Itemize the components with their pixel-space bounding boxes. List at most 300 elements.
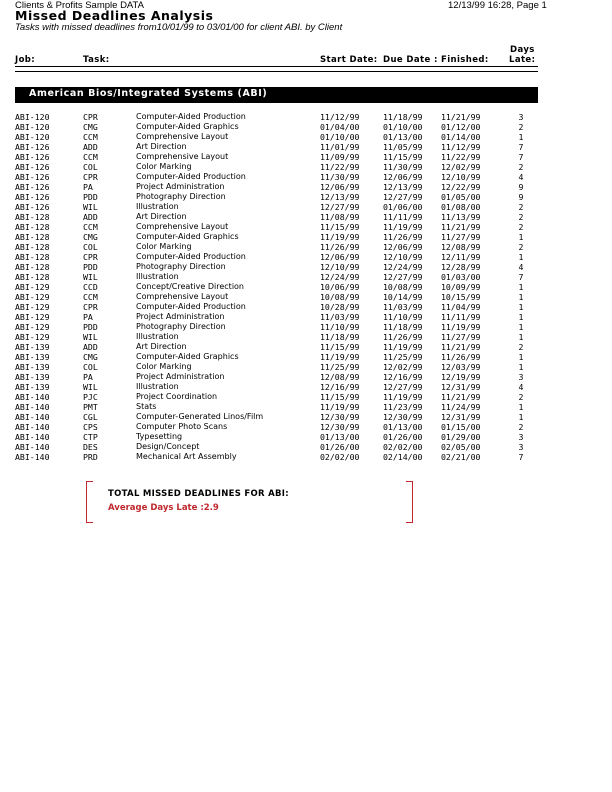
days-late-cell: 1 <box>518 132 524 142</box>
task-description-cell: Computer-Aided Production <box>136 302 246 311</box>
finished-date-cell: 02/05/00 <box>441 442 481 452</box>
start-date-cell: 10/28/99 <box>320 302 360 312</box>
table-row <box>15 142 540 152</box>
finished-date-cell: 01/29/00 <box>441 432 481 442</box>
finished-date-cell: 12/10/99 <box>441 172 481 182</box>
finished-date-cell: 01/15/00 <box>441 422 481 432</box>
task-description-cell: Typesetting <box>136 432 183 441</box>
task-code-cell: COL <box>83 162 98 172</box>
table-row <box>15 322 540 332</box>
job-cell: ABI-129 <box>15 322 50 332</box>
table-row <box>15 162 540 172</box>
average-days-late: Average Days Late :2.9 <box>108 503 219 513</box>
table-row <box>15 252 540 262</box>
start-date-cell: 11/19/99 <box>320 232 360 242</box>
days-late-cell: 1 <box>518 282 524 292</box>
finished-date-cell: 11/24/99 <box>441 402 481 412</box>
finished-date-cell: 01/08/00 <box>441 202 481 212</box>
job-cell: ABI-139 <box>15 382 50 392</box>
job-cell: ABI-129 <box>15 332 50 342</box>
column-header-job: Job: <box>15 55 36 65</box>
finished-date-cell: 01/12/00 <box>441 122 481 132</box>
task-description-cell: Project Administration <box>136 182 225 191</box>
column-header-start-date: Start Date: <box>320 55 378 65</box>
task-description-cell: Color Marking <box>136 162 192 171</box>
task-description-cell: Comprehensive Layout <box>136 222 229 231</box>
column-header-task: Task: <box>83 55 110 65</box>
days-late-cell: 7 <box>518 272 524 282</box>
task-code-cell: CMG <box>83 122 98 132</box>
task-description-cell: Illustration <box>136 332 179 341</box>
table-row <box>15 272 540 282</box>
start-date-cell: 10/08/99 <box>320 292 360 302</box>
table-row <box>15 452 540 462</box>
days-late-cell: 9 <box>518 192 524 202</box>
task-code-cell: PRD <box>83 452 98 462</box>
job-cell: ABI-128 <box>15 232 50 242</box>
job-cell: ABI-126 <box>15 172 50 182</box>
task-description-cell: Comprehensive Layout <box>136 132 229 141</box>
task-code-cell: PDD <box>83 192 98 202</box>
due-date-cell: 11/19/99 <box>383 222 423 232</box>
due-date-cell: 01/26/00 <box>383 432 423 442</box>
table-row <box>15 172 540 182</box>
due-date-cell: 11/19/99 <box>383 392 423 402</box>
due-date-cell: 11/18/99 <box>383 112 423 122</box>
job-cell: ABI-126 <box>15 182 50 192</box>
task-code-cell: CPR <box>83 112 98 122</box>
days-late-cell: 1 <box>518 362 524 372</box>
job-cell: ABI-140 <box>15 402 50 412</box>
due-date-cell: 12/24/99 <box>383 262 423 272</box>
table-row <box>15 182 540 192</box>
job-cell: ABI-128 <box>15 242 50 252</box>
start-date-cell: 11/26/99 <box>320 242 360 252</box>
task-description-cell: Comprehensive Layout <box>136 292 229 301</box>
task-code-cell: PA <box>83 312 93 322</box>
task-description-cell: Project Coordination <box>136 392 218 401</box>
task-code-cell: CPR <box>83 172 98 182</box>
start-date-cell: 01/04/00 <box>320 122 360 132</box>
table-row <box>15 432 540 442</box>
due-date-cell: 12/06/99 <box>383 172 423 182</box>
job-cell: ABI-140 <box>15 422 50 432</box>
days-late-cell: 1 <box>518 352 524 362</box>
start-date-cell: 12/06/99 <box>320 252 360 262</box>
due-date-cell: 12/27/99 <box>383 272 423 282</box>
column-header-finished: Finished: <box>441 55 489 65</box>
due-date-cell: 11/19/99 <box>383 342 423 352</box>
finished-date-cell: 11/11/99 <box>441 312 481 322</box>
due-date-cell: 10/08/99 <box>383 282 423 292</box>
table-row <box>15 382 540 392</box>
task-description-cell: Concept/Creative Direction <box>136 282 245 291</box>
table-row <box>15 132 540 142</box>
job-cell: ABI-140 <box>15 392 50 402</box>
job-cell: ABI-128 <box>15 252 50 262</box>
table-row <box>15 422 540 432</box>
finished-date-cell: 11/21/99 <box>441 222 481 232</box>
total-missed-deadlines: TOTAL MISSED DEADLINES FOR ABI: <box>108 489 289 499</box>
header-rule-secondary <box>15 71 538 72</box>
task-code-cell: WIL <box>83 202 98 212</box>
job-cell: ABI-128 <box>15 272 50 282</box>
job-cell: ABI-129 <box>15 302 50 312</box>
job-cell: ABI-128 <box>15 212 50 222</box>
task-description-cell: Computer-Aided Production <box>136 252 246 261</box>
finished-date-cell: 12/31/99 <box>441 382 481 392</box>
table-row <box>15 372 540 382</box>
due-date-cell: 11/26/99 <box>383 332 423 342</box>
report-datetime-page: 12/13/99 16:28, Page 1 <box>448 0 547 11</box>
header-rule <box>15 66 538 67</box>
finished-date-cell: 11/21/99 <box>441 112 481 122</box>
finished-date-cell: 12/11/99 <box>441 252 481 262</box>
job-cell: ABI-129 <box>15 282 50 292</box>
task-code-cell: WIL <box>83 332 98 342</box>
due-date-cell: 12/13/99 <box>383 182 423 192</box>
task-code-cell: PDD <box>83 262 98 272</box>
due-date-cell: 12/10/99 <box>383 252 423 262</box>
start-date-cell: 12/08/99 <box>320 372 360 382</box>
start-date-cell: 11/30/99 <box>320 172 360 182</box>
task-description-cell: Art Direction <box>136 342 187 351</box>
finished-date-cell: 11/26/99 <box>441 352 481 362</box>
finished-date-cell: 12/19/99 <box>441 372 481 382</box>
due-date-cell: 11/18/99 <box>383 322 423 332</box>
table-row <box>15 122 540 132</box>
due-date-cell: 11/03/99 <box>383 302 423 312</box>
days-late-cell: 1 <box>518 292 524 302</box>
task-code-cell: PMT <box>83 402 98 412</box>
task-description-cell: Computer Photo Scans <box>136 422 228 431</box>
task-description-cell: Art Direction <box>136 212 187 221</box>
job-cell: ABI-129 <box>15 312 50 322</box>
task-code-cell: CPS <box>83 422 98 432</box>
summary-bracket-right <box>406 481 413 523</box>
task-description-cell: Photography Direction <box>136 192 226 201</box>
job-cell: ABI-139 <box>15 342 50 352</box>
start-date-cell: 11/19/99 <box>320 402 360 412</box>
days-late-cell: 1 <box>518 252 524 262</box>
job-cell: ABI-128 <box>15 262 50 272</box>
due-date-cell: 11/11/99 <box>383 212 423 222</box>
task-description-cell: Computer-Generated Linos/Film <box>136 412 264 421</box>
task-table <box>15 112 540 462</box>
finished-date-cell: 12/22/99 <box>441 182 481 192</box>
task-description-cell: Illustration <box>136 202 179 211</box>
job-cell: ABI-126 <box>15 142 50 152</box>
days-late-cell: 3 <box>518 112 524 122</box>
report-subtitle: Tasks with missed deadlines from10/01/99 to 03/01/00 for client ABI. by Client <box>15 22 343 33</box>
days-late-cell: 2 <box>518 422 524 432</box>
start-date-cell: 01/10/00 <box>320 132 360 142</box>
days-late-cell: 1 <box>518 402 524 412</box>
start-date-cell: 12/24/99 <box>320 272 360 282</box>
start-date-cell: 01/26/00 <box>320 442 360 452</box>
task-description-cell: Design/Concept <box>136 442 200 451</box>
table-row <box>15 112 540 122</box>
table-row <box>15 282 540 292</box>
job-cell: ABI-139 <box>15 362 50 372</box>
finished-date-cell: 02/21/00 <box>441 452 481 462</box>
days-late-cell: 2 <box>518 162 524 172</box>
column-header-late: Late: <box>509 55 536 65</box>
table-row <box>15 242 540 252</box>
task-code-cell: PA <box>83 182 93 192</box>
days-late-cell: 1 <box>518 412 524 422</box>
task-description-cell: Illustration <box>136 382 179 391</box>
table-row <box>15 222 540 232</box>
finished-date-cell: 11/27/99 <box>441 332 481 342</box>
due-date-cell: 10/14/99 <box>383 292 423 302</box>
finished-date-cell: 11/19/99 <box>441 322 481 332</box>
task-description-cell: Illustration <box>136 272 179 281</box>
task-code-cell: ADD <box>83 212 98 222</box>
report-title: Missed Deadlines Analysis <box>15 8 214 23</box>
days-late-cell: 1 <box>518 312 524 322</box>
days-late-cell: 1 <box>518 302 524 312</box>
task-code-cell: CMG <box>83 352 98 362</box>
table-row <box>15 292 540 302</box>
task-description-cell: Color Marking <box>136 362 192 371</box>
finished-date-cell: 11/21/99 <box>441 392 481 402</box>
start-date-cell: 11/12/99 <box>320 112 360 122</box>
task-code-cell: CCM <box>83 132 98 142</box>
finished-date-cell: 12/03/99 <box>441 362 481 372</box>
task-code-cell: PA <box>83 372 93 382</box>
finished-date-cell: 11/12/99 <box>441 142 481 152</box>
days-late-cell: 2 <box>518 392 524 402</box>
due-date-cell: 11/30/99 <box>383 162 423 172</box>
due-date-cell: 12/27/99 <box>383 192 423 202</box>
job-cell: ABI-126 <box>15 202 50 212</box>
client-band-label: American Bios/Integrated Systems (ABI) <box>29 88 268 99</box>
start-date-cell: 12/06/99 <box>320 182 360 192</box>
table-row <box>15 192 540 202</box>
job-cell: ABI-140 <box>15 442 50 452</box>
days-late-cell: 1 <box>518 332 524 342</box>
start-date-cell: 01/13/00 <box>320 432 360 442</box>
task-description-cell: Stats <box>136 402 157 411</box>
job-cell: ABI-129 <box>15 292 50 302</box>
job-cell: ABI-126 <box>15 152 50 162</box>
task-code-cell: PJC <box>83 392 98 402</box>
table-row <box>15 342 540 352</box>
task-description-cell: Photography Direction <box>136 322 226 331</box>
task-description-cell: Color Marking <box>136 242 192 251</box>
task-code-cell: DES <box>83 442 98 452</box>
start-date-cell: 11/22/99 <box>320 162 360 172</box>
start-date-cell: 11/18/99 <box>320 332 360 342</box>
due-date-cell: 01/13/00 <box>383 422 423 432</box>
task-code-cell: CPR <box>83 252 98 262</box>
start-date-cell: 02/02/00 <box>320 452 360 462</box>
due-date-cell: 11/05/99 <box>383 142 423 152</box>
task-code-cell: ADD <box>83 142 98 152</box>
task-description-cell: Computer-Aided Graphics <box>136 352 239 361</box>
days-late-cell: 2 <box>518 212 524 222</box>
task-description-cell: Computer-Aided Production <box>136 172 246 181</box>
table-row <box>15 332 540 342</box>
finished-date-cell: 11/22/99 <box>441 152 481 162</box>
finished-date-cell: 12/28/99 <box>441 262 481 272</box>
days-late-cell: 7 <box>518 152 524 162</box>
finished-date-cell: 01/03/00 <box>441 272 481 282</box>
column-header-due-date: Due Date : <box>383 55 438 65</box>
task-description-cell: Computer-Aided Graphics <box>136 232 239 241</box>
days-late-cell: 1 <box>518 322 524 332</box>
start-date-cell: 12/27/99 <box>320 202 360 212</box>
days-late-cell: 9 <box>518 182 524 192</box>
start-date-cell: 11/25/99 <box>320 362 360 372</box>
due-date-cell: 01/13/00 <box>383 132 423 142</box>
finished-date-cell: 01/14/00 <box>441 132 481 142</box>
due-date-cell: 12/27/99 <box>383 382 423 392</box>
task-code-cell: CCM <box>83 152 98 162</box>
client-band <box>15 87 538 103</box>
due-date-cell: 12/16/99 <box>383 372 423 382</box>
table-row <box>15 262 540 272</box>
task-code-cell: ADD <box>83 342 98 352</box>
days-late-cell: 4 <box>518 262 524 272</box>
start-date-cell: 11/09/99 <box>320 152 360 162</box>
task-code-cell: CCM <box>83 222 98 232</box>
summary-bracket-left <box>86 481 93 523</box>
table-row <box>15 212 540 222</box>
job-cell: ABI-120 <box>15 112 50 122</box>
job-cell: ABI-126 <box>15 162 50 172</box>
days-late-cell: 4 <box>518 172 524 182</box>
task-description-cell: Project Administration <box>136 372 225 381</box>
finished-date-cell: 11/27/99 <box>441 232 481 242</box>
days-late-cell: 1 <box>518 232 524 242</box>
finished-date-cell: 12/08/99 <box>441 242 481 252</box>
task-description-cell: Comprehensive Layout <box>136 152 229 161</box>
due-date-cell: 12/02/99 <box>383 362 423 372</box>
finished-date-cell: 11/13/99 <box>441 212 481 222</box>
start-date-cell: 11/15/99 <box>320 392 360 402</box>
start-date-cell: 12/10/99 <box>320 262 360 272</box>
job-cell: ABI-139 <box>15 372 50 382</box>
start-date-cell: 11/08/99 <box>320 212 360 222</box>
table-row <box>15 152 540 162</box>
table-row <box>15 392 540 402</box>
task-code-cell: WIL <box>83 272 98 282</box>
column-header-days: Days <box>510 45 535 55</box>
task-description-cell: Mechanical Art Assembly <box>136 452 237 461</box>
table-row <box>15 312 540 322</box>
days-late-cell: 2 <box>518 122 524 132</box>
start-date-cell: 12/13/99 <box>320 192 360 202</box>
job-cell: ABI-140 <box>15 412 50 422</box>
task-code-cell: PDD <box>83 322 98 332</box>
table-row <box>15 232 540 242</box>
due-date-cell: 12/06/99 <box>383 242 423 252</box>
due-date-cell: 11/10/99 <box>383 312 423 322</box>
due-date-cell: 01/06/00 <box>383 202 423 212</box>
finished-date-cell: 01/05/00 <box>441 192 481 202</box>
job-cell: ABI-128 <box>15 222 50 232</box>
days-late-cell: 7 <box>518 452 524 462</box>
days-late-cell: 3 <box>518 432 524 442</box>
task-description-cell: Project Administration <box>136 312 225 321</box>
table-row <box>15 362 540 372</box>
table-row <box>15 352 540 362</box>
due-date-cell: 01/10/00 <box>383 122 423 132</box>
finished-date-cell: 10/09/99 <box>441 282 481 292</box>
due-date-cell: 11/23/99 <box>383 402 423 412</box>
days-late-cell: 2 <box>518 202 524 212</box>
task-description-cell: Computer-Aided Graphics <box>136 122 239 131</box>
finished-date-cell: 11/04/99 <box>441 302 481 312</box>
due-date-cell: 02/02/00 <box>383 442 423 452</box>
task-code-cell: CGL <box>83 412 98 422</box>
due-date-cell: 12/30/99 <box>383 412 423 422</box>
due-date-cell: 11/26/99 <box>383 232 423 242</box>
days-late-cell: 3 <box>518 442 524 452</box>
task-code-cell: CTP <box>83 432 98 442</box>
days-late-cell: 3 <box>518 372 524 382</box>
job-cell: ABI-120 <box>15 122 50 132</box>
table-row <box>15 402 540 412</box>
start-date-cell: 11/19/99 <box>320 352 360 362</box>
days-late-cell: 4 <box>518 382 524 392</box>
table-row <box>15 202 540 212</box>
finished-date-cell: 10/15/99 <box>441 292 481 302</box>
job-cell: ABI-139 <box>15 352 50 362</box>
task-code-cell: CPR <box>83 302 98 312</box>
task-code-cell: COL <box>83 242 98 252</box>
task-code-cell: COL <box>83 362 98 372</box>
finished-date-cell: 12/02/99 <box>441 162 481 172</box>
task-description-cell: Computer-Aided Production <box>136 112 246 121</box>
due-date-cell: 02/14/00 <box>383 452 423 462</box>
company-name: Clients & Profits Sample DATA <box>15 0 144 11</box>
task-code-cell: CCM <box>83 292 98 302</box>
task-code-cell: WIL <box>83 382 98 392</box>
start-date-cell: 11/03/99 <box>320 312 360 322</box>
days-late-cell: 2 <box>518 222 524 232</box>
job-cell: ABI-140 <box>15 432 50 442</box>
task-code-cell: CCD <box>83 282 98 292</box>
days-late-cell: 7 <box>518 142 524 152</box>
job-cell: ABI-140 <box>15 452 50 462</box>
start-date-cell: 12/30/99 <box>320 412 360 422</box>
table-row <box>15 412 540 422</box>
start-date-cell: 11/01/99 <box>320 142 360 152</box>
start-date-cell: 10/06/99 <box>320 282 360 292</box>
due-date-cell: 11/25/99 <box>383 352 423 362</box>
start-date-cell: 12/30/99 <box>320 422 360 432</box>
days-late-cell: 2 <box>518 242 524 252</box>
task-code-cell: CMG <box>83 232 98 242</box>
task-description-cell: Art Direction <box>136 142 187 151</box>
due-date-cell: 11/15/99 <box>383 152 423 162</box>
job-cell: ABI-126 <box>15 192 50 202</box>
task-description-cell: Photography Direction <box>136 262 226 271</box>
days-late-cell: 2 <box>518 342 524 352</box>
finished-date-cell: 11/21/99 <box>441 342 481 352</box>
table-row <box>15 442 540 452</box>
finished-date-cell: 12/31/99 <box>441 412 481 422</box>
job-cell: ABI-120 <box>15 132 50 142</box>
start-date-cell: 11/10/99 <box>320 322 360 332</box>
start-date-cell: 11/15/99 <box>320 222 360 232</box>
table-row <box>15 302 540 312</box>
start-date-cell: 11/15/99 <box>320 342 360 352</box>
start-date-cell: 12/16/99 <box>320 382 360 392</box>
